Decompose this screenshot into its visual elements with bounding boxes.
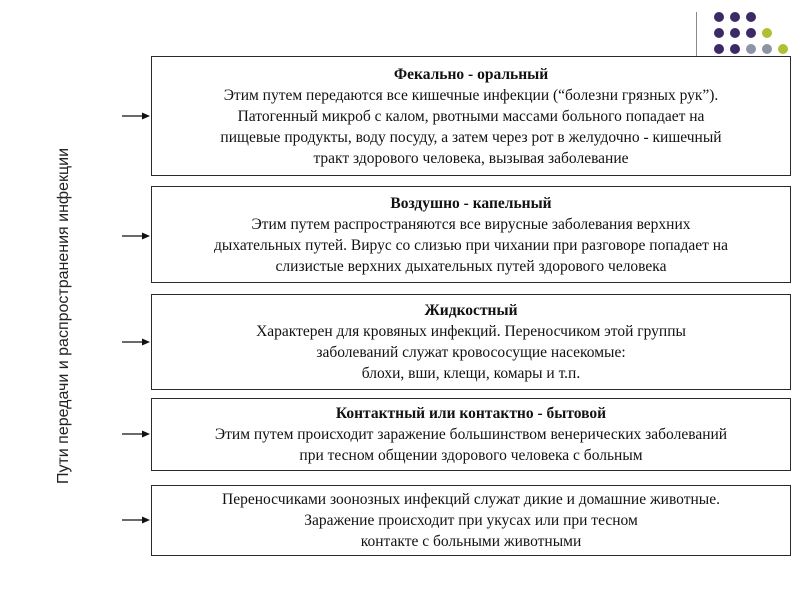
route-text-line: Патогенный микроб с калом, рвотными массами больного попадает на	[237, 107, 705, 125]
dot-icon	[746, 28, 756, 38]
route-text-line: Этим путем передаются все кишечные инфекции (“болезни грязных рук”).	[223, 86, 719, 104]
dot-icon	[714, 44, 724, 54]
arrow-right-icon	[122, 337, 150, 347]
route-title: Воздушно - капельный	[390, 194, 552, 212]
route-text-line: слизистые верхних дыхательных путей здорового человека	[275, 257, 667, 275]
dot-icon	[730, 28, 740, 38]
route-text-line: заболеваний служат кровососущие насекомые:	[316, 344, 626, 361]
dot-icon	[762, 44, 772, 54]
dot-icon	[746, 44, 756, 54]
dot-icon	[762, 28, 772, 38]
route-text-line: Этим путем происходит заражение большинством венерических заболеваний	[214, 426, 728, 443]
header-divider-line	[696, 12, 697, 56]
dot-icon	[730, 44, 740, 54]
route-box-airborne	[151, 186, 791, 283]
route-title: Фекально - оральный	[393, 65, 549, 83]
side-label-text: Пути передачи и распространения инфекции	[55, 147, 73, 485]
decorative-dots	[710, 12, 790, 56]
arrow-right-icon	[122, 515, 150, 525]
route-text-line: дыхательных путей. Вирус со слизью при чихании при разговоре попадает на	[214, 236, 728, 254]
route-text-line: тракт здорового человека, вызывая заболевание	[313, 149, 629, 167]
route-text-line: при тесном общении здорового человека с больным	[299, 447, 643, 464]
route-text-line: блохи, вши, клещи, комары и т.п.	[361, 365, 581, 382]
route-text-line: Переносчиками зоонозных инфекций служат дикие и домашние животные.	[222, 491, 720, 508]
route-text-line: Заражение происходит при укусах или при тесном	[304, 512, 638, 529]
route-text-line: пищевые продукты, воду посуду, а затем через рот в желудочно - кишечный	[220, 128, 722, 146]
route-box-zoonotic	[151, 485, 791, 556]
route-box-liquid	[151, 294, 791, 390]
route-text-line: контакте с больными животными	[360, 533, 582, 550]
arrow-right-icon	[122, 111, 150, 121]
dot-icon	[778, 44, 788, 54]
side-label	[44, 116, 84, 516]
dot-icon	[714, 12, 724, 22]
route-title: Жидкостный	[424, 302, 518, 319]
route-box-contact	[151, 398, 791, 471]
arrow-right-icon	[122, 429, 150, 439]
route-text-line: Этим путем распространяются все вирусные заболевания верхних	[251, 215, 691, 233]
route-box-fecal-oral	[151, 56, 791, 176]
route-title: Контактный или контактно - бытовой	[335, 405, 607, 422]
dot-icon	[746, 12, 756, 22]
dot-icon	[714, 28, 724, 38]
dot-icon	[730, 12, 740, 22]
route-text-line: Характерен для кровяных инфекций. Переносчиком этой группы	[256, 323, 686, 340]
arrow-right-icon	[122, 231, 150, 241]
